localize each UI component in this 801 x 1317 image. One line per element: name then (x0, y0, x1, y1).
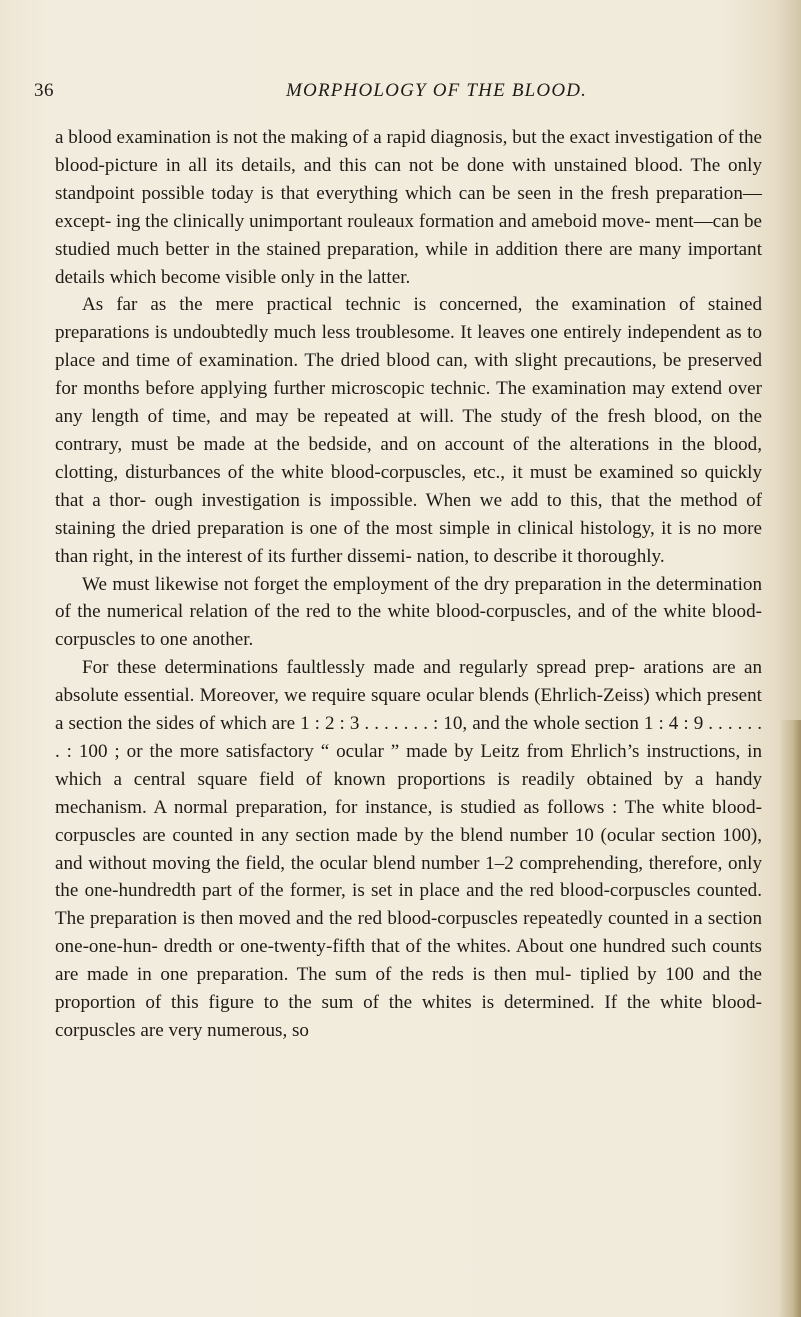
paragraph-3: We must likewise not forget the employment of the dry preparation in the determination of the numerical relation of the red to the white blood-corpuscles, and of the white blood-corpuscles to one another. (55, 573, 762, 651)
body-text (55, 124, 762, 1045)
paragraph-4: For these determinations faultlessly made and regularly spread prep- arations are an absolute essential. Moreover, we require square ocular blends (Ehrlich-Zeiss) which present a section the sides of which are 1 : 2 : 3 . . . . . . . : 10, and the whole section 1 : 4 : 9 . . . . . . . : 100 ; or the more satisfactory “ ocular ” made by Leitz from Ehrlich’s instructions, in which a central square field of known proportions is readily obtained by a handy mechanism. A normal preparation, for instance, is studied as follows : The white blood-corpuscles are counted in any section made by the blend number 10 (ocular section 100), and without moving the field, the ocular blend number 1–2 comprehending, therefore, only the one-hundredth part of the former, is set in place and the red blood-corpuscles counted. The preparation is then moved and the red blood-corpuscles repeatedly counted in a section one-one-hun- dredth or one-twenty-fifth that of the whites. About one hundred such counts are made in one preparation. The sum of the reds is then mul- tiplied by 100 and the proportion of this figure to the sum of the whites is determined. If the white blood-corpuscles are very numerous, so (55, 657, 762, 1041)
paragraph-2: As far as the mere practical technic is concerned, the examination of stained preparations is undoubtedly much less troublesome. It leaves one entirely independent as to place and time of examination. The dried blood can, with slight precautions, be preserved for months before applying further microscopic technic. The examination may extend over any length of time, and may be repeated at will. The study of the fresh blood, on the contrary, must be made at the bedside, and on account of the alterations in the blood, clotting, disturbances of the white blood-corpuscles, etc., it must be examined so quickly that a thor- ough investigation is impossible. When we add to this, that the method of staining the dried preparation is one of the most simple in clinical histology, it is no more than right, in the interest of its further dissemi- nation, to describe it thoroughly. (55, 294, 762, 567)
page-number: 36 (34, 80, 54, 101)
running-title: MORPHOLOGY OF THE BLOOD. (286, 80, 588, 101)
paragraph-1: a blood examination is not the making of a rapid diagnosis, but the exact investigation of the blood-picture in all its details, and this can not be done with unstained blood. The only standpoint possible today is that everything which can be seen in the fresh preparation—except- ing the clinically unimportant rouleaux formation and ameboid move- ment—can be studied much better in the stained preparation, while in addition there are many important details which become visible only in the latter. (55, 127, 762, 288)
page-header (34, 80, 764, 110)
page-edge-shadow (779, 720, 801, 1317)
